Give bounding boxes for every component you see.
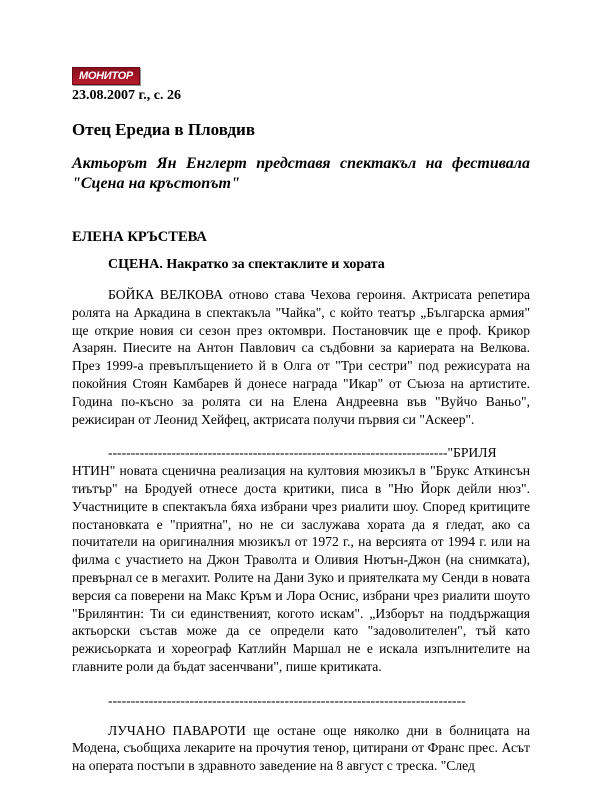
section-title: СЦЕНА. Накратко за спектаклите и хората bbox=[108, 257, 385, 272]
article-headline: Отец Ередиа в Пловдив bbox=[72, 120, 256, 139]
dateline: 23.08.2007 г., с. 26 bbox=[72, 88, 181, 103]
document-page bbox=[72, 66, 530, 775]
paragraph-grease: НТИН" новата сценична реализация на култовия мюзикъл в "Брукс Аткинсън тиътър" на Бродуей отнесе доста критики, писа в "Ню Йорк дейли нюз". Участниците в спектакъла бяха избрани чрез риалити шоу. Според критиците постановката е "приятна", но не си заслужава хората да я гледат, ако са почитатели на оригиналния мюзикъл от 1972 г., на версията от 1994 г. или на филма с участието на Джон Траволта и Оливия Нютън-Джон (на снимката), превърнал се в мегахит. Ролите на Дани Зуко и приятелката му Сенди в новата версия са поверени на Макс Кръм и Лора Оснис, избрани чрез риалити шоуто "Брилянтин: Ти си единственият, когото искам". „Изборът на поддържащия актьорски състав може да се определи като "задоволителен", тъй като режисьорката и хореограф Катлийн Маршал не е искала изпълнителите на главните роли да бъдат засенчвани", пише критиката. bbox=[72, 463, 530, 674]
paragraph-pavarotti: ЛУЧАНО ПАВАРОТИ ще остане още няколко дни в болницата на Модена, съобщиха лекарите на прочутия тенор, цитирани от Франс прес. Асът на операта постъпи в здравното заведение на 8 август с треска. "След bbox=[72, 722, 530, 774]
paragraph-velkova: БОЙКА ВЕЛКОВА отново става Чехова героиня. Актрисата репетира ролята на Аркадина в спектакъла "Чайка", с който театър „Българска армия" ще открие новия си сезон през октомври. Постановчик ще е проф. Крикор Азарян. Пиесите на Антон Павлович са съдбовни за кариерата на Велкова. През 1999-а превъплъщението й в Олга от "Три сестри" под режисурата на покойния Стоян Камбарев й донесе награда "Икар" от Съюза на артистите. Година по-късно за ролята си на Елена Андреевна във "Вуйчо Ваньо", режисиран от Леонид Хейфец, актрисата получи първия си "Аскеер". bbox=[72, 287, 530, 427]
separator-line: ------------------------------------------------------------------------------- bbox=[108, 692, 466, 708]
article-subheadline: Актьорът Ян Енглерт представя спектакъл на фестивала "Сцена на кръстопът" bbox=[72, 155, 530, 192]
monitor-logo: МОНИТОР bbox=[72, 67, 140, 85]
separator-line: ---------------------------------------------------------------------------"БРИЛЯ bbox=[108, 445, 497, 461]
article-author: ЕЛЕНА КРЪСТЕВА bbox=[72, 229, 207, 245]
